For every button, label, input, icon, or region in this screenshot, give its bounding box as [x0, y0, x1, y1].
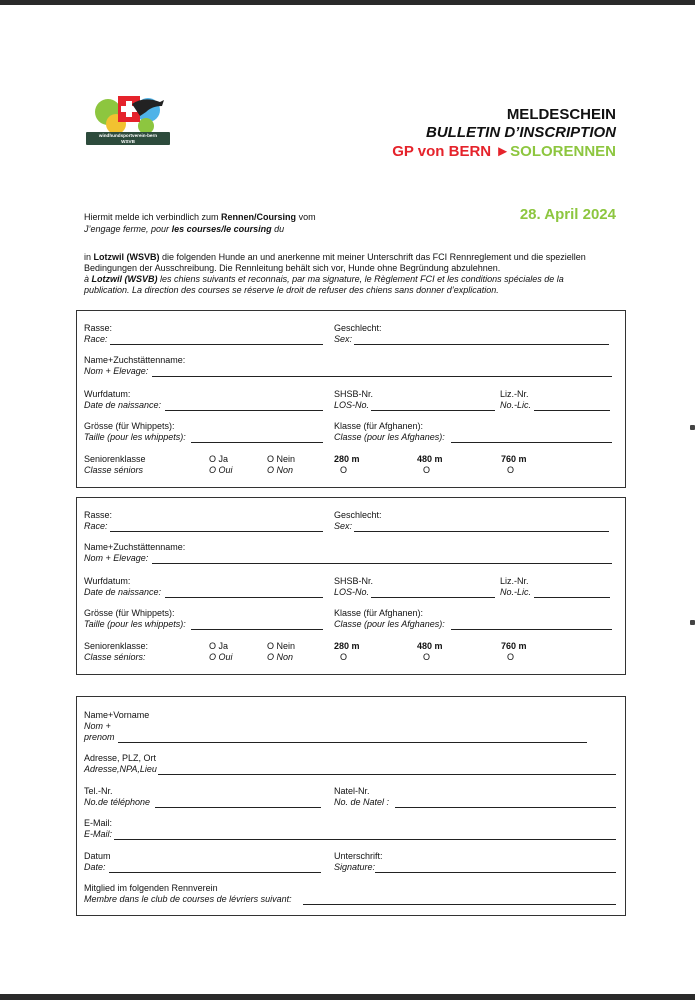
distance-760: 760 m — [501, 641, 527, 651]
label: Nom + Elevage: — [84, 366, 149, 376]
label: Membre dans le club de courses de lévriers suivant: — [84, 894, 292, 904]
label: Signature: — [334, 862, 376, 872]
label: Race: — [84, 334, 108, 344]
checkbox-760[interactable]: O — [507, 465, 515, 475]
birthdate-field[interactable] — [165, 597, 323, 598]
label: Classe séniors — [84, 465, 144, 475]
label: Sex: — [334, 521, 353, 531]
dog-form-1 — [76, 310, 626, 488]
label: Grösse (für Whippets): — [84, 421, 175, 431]
label: Sex: — [334, 334, 353, 344]
signature-field[interactable] — [375, 872, 616, 873]
dog-form-2 — [76, 497, 626, 675]
label: Liz.-Nr. — [500, 389, 529, 399]
label: Unterschrift: — [334, 851, 383, 861]
arrow-icon: ► — [495, 143, 511, 160]
distance-280: 280 m — [334, 454, 360, 464]
checkbox-480[interactable]: O — [423, 652, 431, 662]
label: Datum — [84, 851, 111, 861]
edge-mark — [690, 425, 695, 430]
label: Date de naissance: — [84, 400, 162, 410]
label: No. de Natel : — [334, 797, 390, 807]
event-title: GP von BERN ►SOLORENNEN — [392, 143, 616, 160]
label: Race: — [84, 521, 108, 531]
option-ja[interactable]: O Ja — [209, 641, 229, 651]
intro-paragraph: in Lotzwil (WSVB) die folgenden Hunde an und anerkenne mit meiner Unterschrift das FCI Rennreglement und die speziellen Bedingungen der Ausschreibung. Die Rennleitung behält sich vor, Hunde ohne Begründung abzulehnen. à Lotzwil (WSVB) les chiens suivants et reconnais, par ma signature, le Règlement FCI et les conditions spéciales de la publication. La direction des courses se réserve le droit de refuser des chiens sans donner d’explication. — [84, 252, 586, 295]
label: Nom + Elevage: — [84, 553, 149, 563]
label: Seniorenklasse — [84, 454, 146, 464]
size-field[interactable] — [191, 442, 323, 443]
checkbox-480[interactable]: O — [423, 465, 431, 475]
event-date: 28. April 2024 — [519, 206, 616, 223]
label: No.-Lic. — [500, 400, 532, 410]
title-fr: BULLETIN D’INSCRIPTION — [426, 124, 616, 141]
label: SHSB-Nr. — [334, 576, 374, 586]
license-field[interactable] — [534, 597, 610, 598]
label: Date: — [84, 862, 106, 872]
label: E-Mail: — [84, 818, 113, 828]
label: Date de naissance: — [84, 587, 162, 597]
option-oui[interactable]: O Oui — [209, 652, 233, 662]
label: Geschlecht: — [334, 510, 382, 520]
top-border — [0, 0, 695, 5]
name-field[interactable] — [152, 563, 612, 564]
label: Wurfdatum: — [84, 576, 131, 586]
title-de: MELDESCHEIN — [506, 106, 616, 123]
distance-480: 480 m — [417, 454, 443, 464]
label: No.-Lic. — [500, 587, 532, 597]
label: Geschlecht: — [334, 323, 382, 333]
club-field[interactable] — [303, 904, 616, 905]
label: Name+Zuchstättenname: — [84, 542, 186, 552]
label: Grösse (für Whippets): — [84, 608, 175, 618]
label: LOS-No. — [334, 400, 370, 410]
checkbox-760[interactable]: O — [507, 652, 515, 662]
bottom-border — [0, 994, 695, 1000]
distance-480: 480 m — [417, 641, 443, 651]
logo-text: windhundsportverein-bern WSVB — [98, 133, 158, 144]
label: Natel-Nr. — [334, 786, 370, 796]
checkbox-280[interactable]: O — [340, 652, 348, 662]
label: Mitglied im folgenden Rennverein — [84, 883, 218, 893]
label: Name+Vorname — [84, 710, 150, 720]
option-non[interactable]: O Non — [267, 465, 294, 475]
label: SHSB-Nr. — [334, 389, 374, 399]
label: Classe séniors: — [84, 652, 146, 662]
class-field[interactable] — [451, 442, 612, 443]
option-nein[interactable]: O Nein — [267, 454, 296, 464]
label: Classe (pour les Afghanes): — [334, 619, 445, 629]
los-field[interactable] — [371, 410, 495, 411]
label: Name+Zuchstättenname: — [84, 355, 186, 365]
label: Seniorenklasse: — [84, 641, 149, 651]
intro-line-fr: J’engage ferme, pour les courses/le coursing du — [84, 224, 285, 234]
label: Classe (pour les Afghanes): — [334, 432, 445, 442]
los-field[interactable] — [371, 597, 495, 598]
label: prenom — [84, 732, 115, 742]
label: Klasse (für Afghanen): — [334, 608, 424, 618]
label: Taille (pour les whippets): — [84, 432, 186, 442]
option-ja[interactable]: O Ja — [209, 454, 229, 464]
label: LOS-No. — [334, 587, 370, 597]
race-field[interactable] — [110, 531, 323, 532]
class-field[interactable] — [451, 629, 612, 630]
option-nein[interactable]: O Nein — [267, 641, 296, 651]
label: Wurfdatum: — [84, 389, 131, 399]
label: Nom + — [84, 721, 111, 731]
race-field[interactable] — [110, 344, 323, 345]
label: No.de téléphone — [84, 797, 151, 807]
name-field[interactable] — [152, 376, 612, 377]
label: Adresse,NPA,Lieu — [84, 764, 157, 774]
email-field[interactable] — [114, 839, 616, 840]
sex-field[interactable] — [354, 344, 609, 345]
owner-form — [76, 696, 626, 916]
address-field[interactable] — [158, 774, 616, 775]
checkbox-280[interactable]: O — [340, 465, 348, 475]
label: Rasse: — [84, 510, 113, 520]
label: Taille (pour les whippets): — [84, 619, 186, 629]
phone-field[interactable] — [155, 807, 321, 808]
edge-mark — [690, 620, 695, 625]
birthdate-field[interactable] — [165, 410, 323, 411]
distance-280: 280 m — [334, 641, 360, 651]
label: E-Mail: — [84, 829, 113, 839]
sex-field[interactable] — [354, 531, 609, 532]
label: Liz.-Nr. — [500, 576, 529, 586]
size-field[interactable] — [191, 629, 323, 630]
label: Klasse (für Afghanen): — [334, 421, 424, 431]
intro-line-de: Hiermit melde ich verbindlich zum Rennen/Coursing vom — [84, 212, 316, 222]
option-oui[interactable]: O Oui — [209, 465, 233, 475]
label: Tel.-Nr. — [84, 786, 113, 796]
distance-760: 760 m — [501, 454, 527, 464]
option-non[interactable]: O Non — [267, 652, 294, 662]
label: Adresse, PLZ, Ort — [84, 753, 157, 763]
license-field[interactable] — [534, 410, 610, 411]
label: Rasse: — [84, 323, 113, 333]
date-field[interactable] — [109, 872, 321, 873]
mobile-field[interactable] — [395, 807, 616, 808]
owner-name-field[interactable] — [118, 742, 587, 743]
